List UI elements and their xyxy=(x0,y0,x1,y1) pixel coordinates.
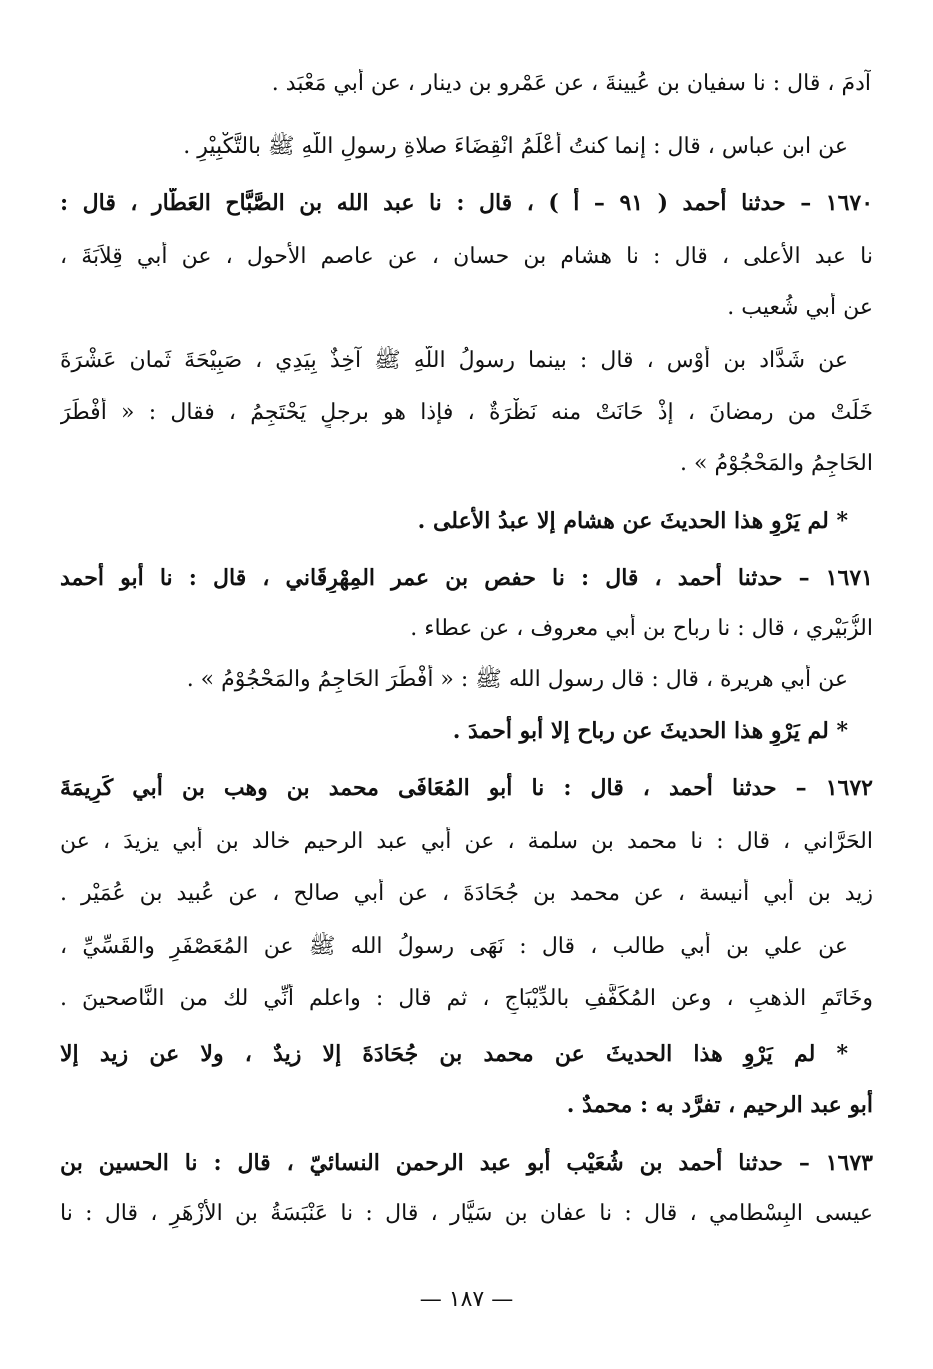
hadith-1672-header: ١٦٧٢ – حدثنا أحمد ، قال : نا أبو المُعَافَى محمد بن وهب بن أبي كَرِيمَةَ xyxy=(60,775,873,801)
note-1672-cont: أبو عبد الرحيم ، تفرَّد به : محمدٌ . xyxy=(566,1092,873,1118)
text-line-16: زيد بن أبي أنيسة ، عن محمد بن جُحَادَةَ ، عن أبي صالح ، عن عُبيد بن عُمَيْر . xyxy=(60,881,873,906)
note-1670: * لم يَرْوِ هذا الحديثَ عن هشام إلا عبدُ الأعلى . xyxy=(417,508,848,534)
text-line-17: عن علي بن أبي طالب ، قال : نَهَى رسولُ الله ﷺ عن المُعَصْفَرِ والقَسِّيِّ ، xyxy=(60,934,848,959)
page-number: — ١٨٧ — xyxy=(419,1287,514,1312)
note-1671: * لم يَرْوِ هذا الحديثَ عن رباح إلا أبو أحمدَ . xyxy=(452,718,848,744)
text-line-15: الحَرَّاني ، قال : نا محمد بن سلمة ، عن أبي عبد الرحيم خالد بن أبي يزيدَ ، عن xyxy=(60,829,873,854)
text-line-8: الحَاجِمُ والمَحْجُوْمُ » . xyxy=(680,451,873,476)
text-line-12: عن أبي هريرة ، قال : قال رسول الله ﷺ : « أَفْطَرَ الحَاجِمُ والمَحْجُوْمُ » . xyxy=(186,667,848,692)
text-line-18: وخَاتَمِ الذهبِ ، وعن المُكَفَّفِ بالدِّيْبَاجِ ، ثم قال : واعلم أنِّي لك من النَّاصحينَ . xyxy=(60,986,873,1011)
text-line-2: عن ابن عباس ، قال : إنما كنتُ أَعْلَمُ انْقِضَاءَ صلاةِ رسولِ اللّهِ ﷺ بالتَّكْبِيْرِ . xyxy=(183,134,848,159)
text-line-1: آدمَ ، قال : نا سفيان بن عُيينةَ ، عن عَمْرو بن دينار ، عن أبي مَعْبَد . xyxy=(271,71,871,96)
hadith-1673-header: ١٦٧٣ – حدثنا أحمد بن شُعَيْب أبو عبد الرحمن النسائيّ ، قال : نا الحسين بن xyxy=(60,1150,873,1176)
text-line-6: عن شَدَّاد بن أَوْس ، قال : بينما رسولُ اللّهِ ﷺ آخِذٌ بِيَدِي ، صَبِيْحَةَ ثَمان عَشْرَةَ xyxy=(60,348,848,373)
hadith-1671-header: ١٦٧١ – حدثنا أحمد ، قال : نا حفص بن عمر المِهْرِقَاني ، قال : نا أبو أحمد xyxy=(60,565,873,591)
text-line-7: خَلَتْ من رمضانَ ، إذْ حَانَتْ منه نَظْرَةٌ ، فإذا هو برجلٍ يَحْتَجِمُ ، فقال : « أَفْطَرَ xyxy=(60,400,873,425)
hadith-1670-header: ١٦٧٠ – حدثنا أحمد ( ٩١ – أ ) ، قال : نا عبد الله بن الصَّبَّاح العَطَّار ، قال : xyxy=(60,190,873,216)
note-1672: * لم يَرْوِ هذا الحديثَ عن محمد بن جُحَادَةَ إلا زيدٌ ، ولا عن زيد إلا xyxy=(60,1041,848,1067)
text-line-5: عن أبي شُعيب . xyxy=(727,295,873,320)
text-line-22: عيسى البِسْطامي ، قال : نا عفان بن سَيَّار ، قال : نا عَنْبَسَةُ بن الأَزْهَرِ ، قال : نا xyxy=(60,1201,873,1226)
text-line-4: نا عبد الأعلى ، قال : نا هشام بن حسان ، عن عاصم الأَحول ، عن أبي قِلاَبَةَ ، xyxy=(60,244,873,269)
text-line-11: الزُّبَيْري ، قال : نا رباح بن أبي معروف ، عن عطاء . xyxy=(410,616,873,641)
